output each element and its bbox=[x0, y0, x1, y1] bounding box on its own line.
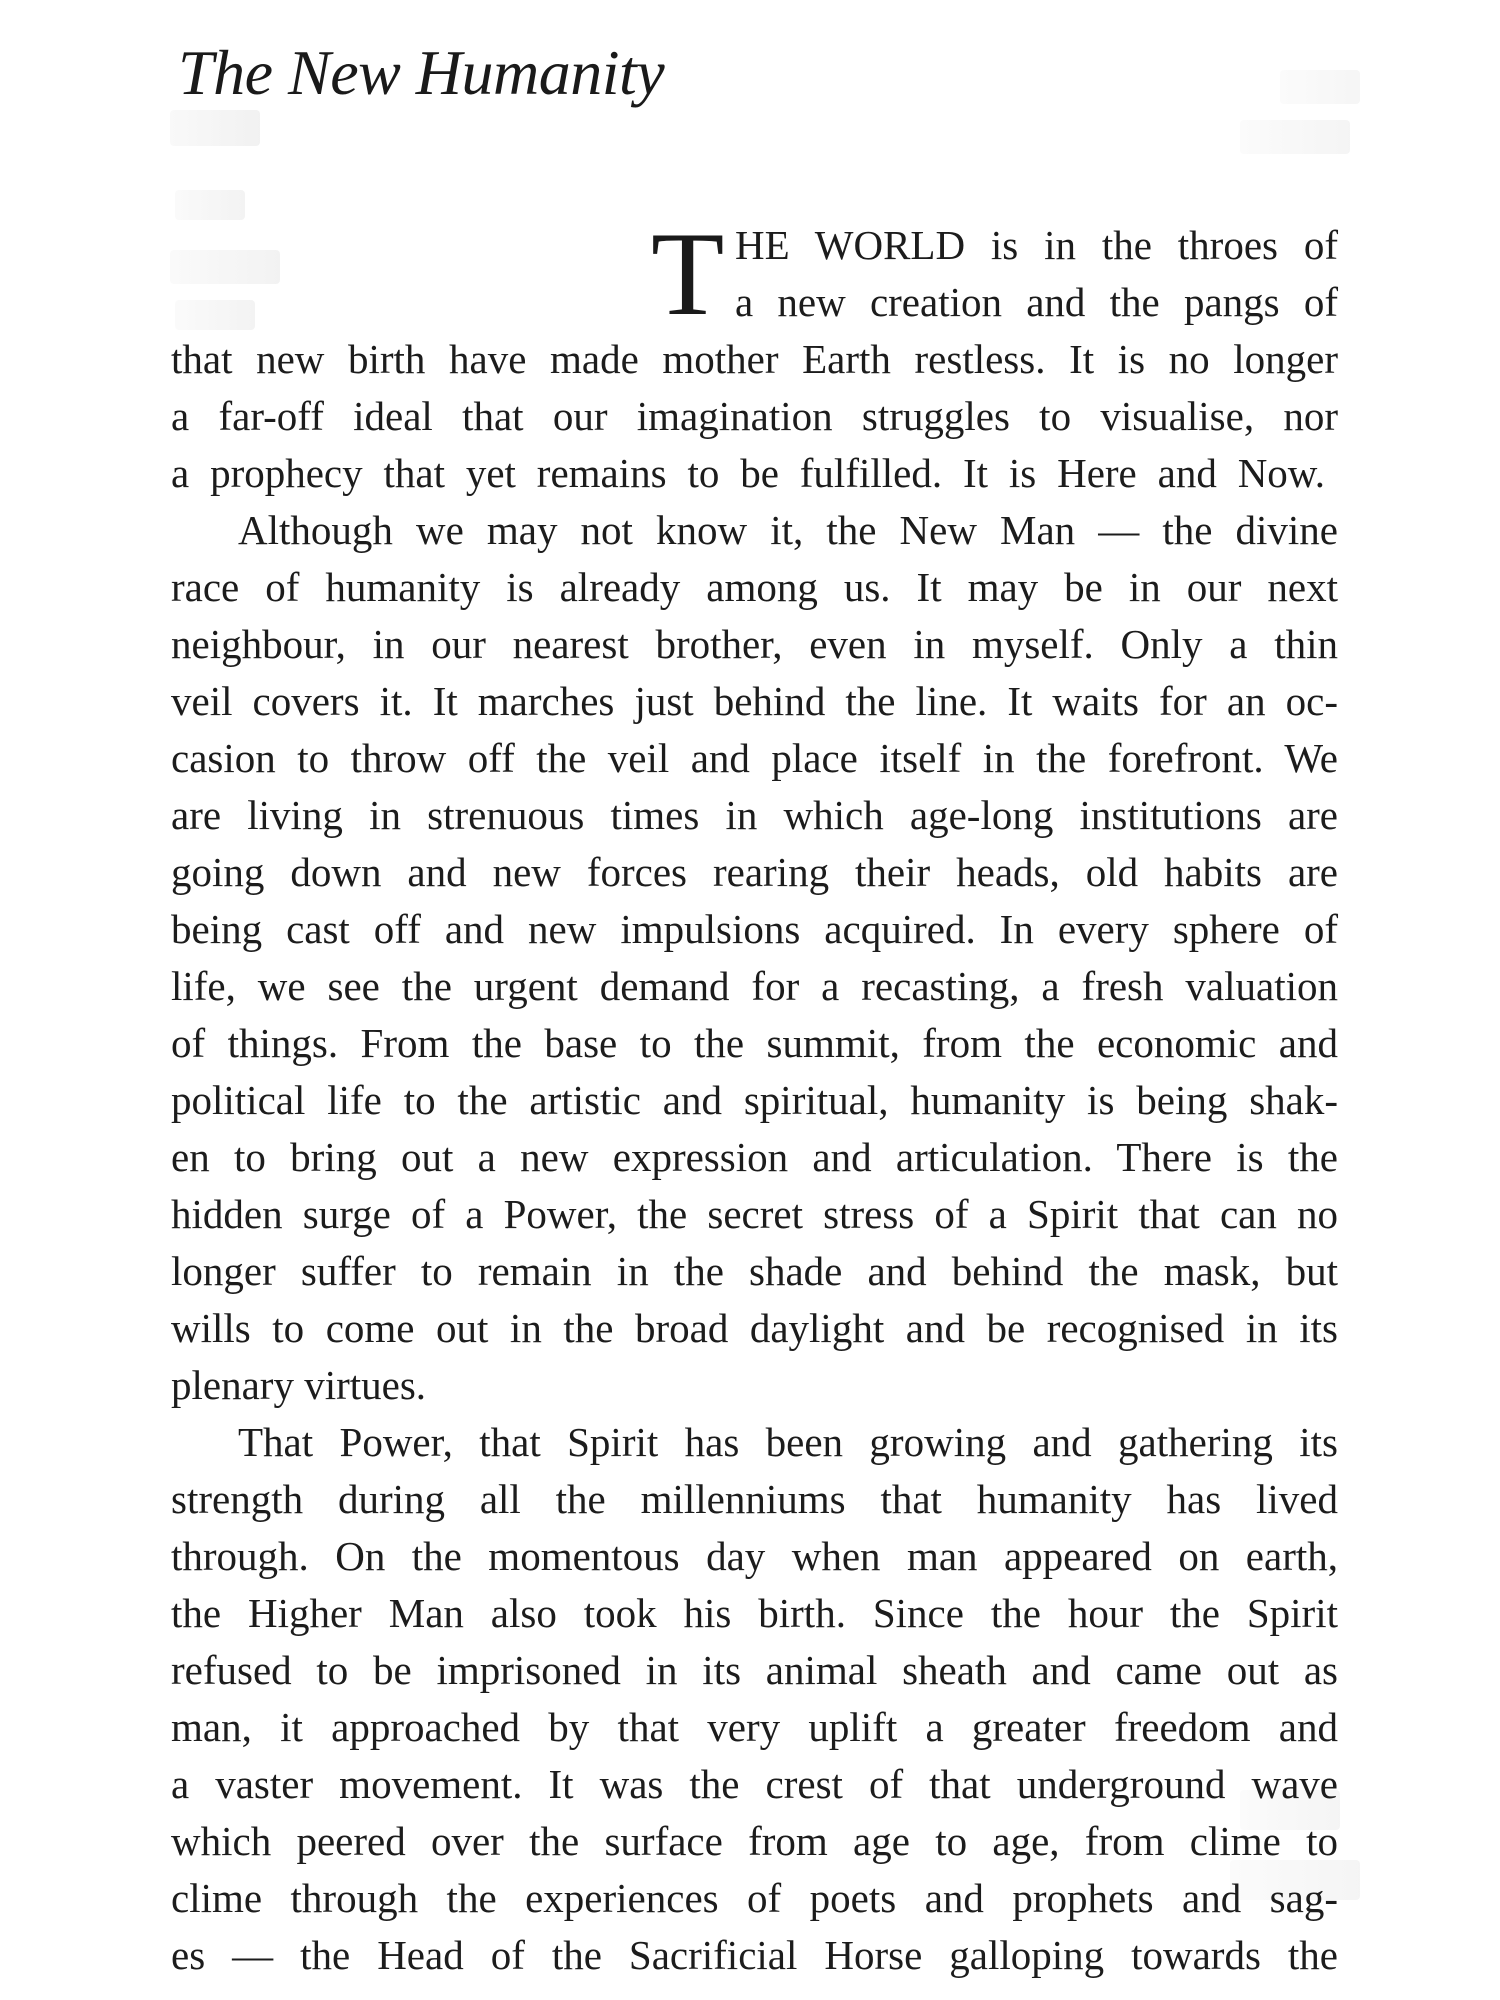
text-line: that new birth have made mother Earth restless. It is no longer bbox=[171, 336, 1338, 382]
text-line: being cast off and new impulsions acquired. In every sphere of bbox=[171, 906, 1338, 952]
text-line: HE WORLD is in the throes of bbox=[735, 222, 1338, 268]
text-line: a new creation and the pangs of bbox=[735, 279, 1338, 325]
text-line: hidden surge of a Power, the secret stress of a Spirit that can no bbox=[171, 1191, 1338, 1237]
text-line: political life to the artistic and spiritual, humanity is being shak- bbox=[171, 1077, 1338, 1123]
text-line: clime through the experiences of poets and prophets and sag- bbox=[171, 1875, 1338, 1921]
text-line: neighbour, in our nearest brother, even in myself. Only a thin bbox=[171, 621, 1338, 667]
text-line: veil covers it. It marches just behind the line. It waits for an oc- bbox=[171, 678, 1338, 724]
text-line: Although we may not know it, the New Man — the divine bbox=[238, 507, 1338, 553]
text-line: longer suffer to remain in the shade and behind the mask, but bbox=[171, 1248, 1338, 1294]
text-line: wills to come out in the broad daylight and be recognised in its bbox=[171, 1305, 1338, 1351]
text-line: es — the Head of the Sacrificial Horse galloping towards the bbox=[171, 1932, 1338, 1978]
text-line: en to bring out a new expression and articulation. There is the bbox=[171, 1134, 1338, 1180]
text-line: through. On the momentous day when man appeared on earth, bbox=[171, 1533, 1338, 1579]
drop-cap-letter: T bbox=[651, 207, 725, 340]
text-line: casion to throw off the veil and place itself in the forefront. We bbox=[171, 735, 1338, 781]
text-line: man, it approached by that very uplift a greater freedom and bbox=[171, 1704, 1338, 1750]
text-line: life, we see the urgent demand for a recasting, a fresh valuation bbox=[171, 963, 1338, 1009]
text-line: a vaster movement. It was the crest of that underground wave bbox=[171, 1761, 1338, 1807]
text-line: strength during all the millenniums that humanity has lived bbox=[171, 1476, 1338, 1522]
text-line: going down and new forces rearing their heads, old habits are bbox=[171, 849, 1338, 895]
text-line: are living in strenuous times in which age-long institutions are bbox=[171, 792, 1338, 838]
text-line: race of humanity is already among us. It may be in our next bbox=[171, 564, 1338, 610]
text-line: of things. From the base to the summit, from the economic and bbox=[171, 1020, 1338, 1066]
text-line: plenary virtues. bbox=[171, 1362, 427, 1408]
text-line: the Higher Man also took his birth. Since the hour the Spirit bbox=[171, 1590, 1338, 1636]
text-line: which peered over the surface from age to age, from clime to bbox=[171, 1818, 1338, 1864]
text-line: a prophecy that yet remains to be fulfilled. It is Here and Now. bbox=[171, 450, 1325, 496]
chapter-title: The New Humanity bbox=[178, 37, 665, 108]
text-line: That Power, that Spirit has been growing and gathering its bbox=[238, 1419, 1338, 1465]
text-line: a far-off ideal that our imagination struggles to visualise, nor bbox=[171, 393, 1338, 439]
text-line: refused to be imprisoned in its animal sheath and came out as bbox=[171, 1647, 1338, 1693]
